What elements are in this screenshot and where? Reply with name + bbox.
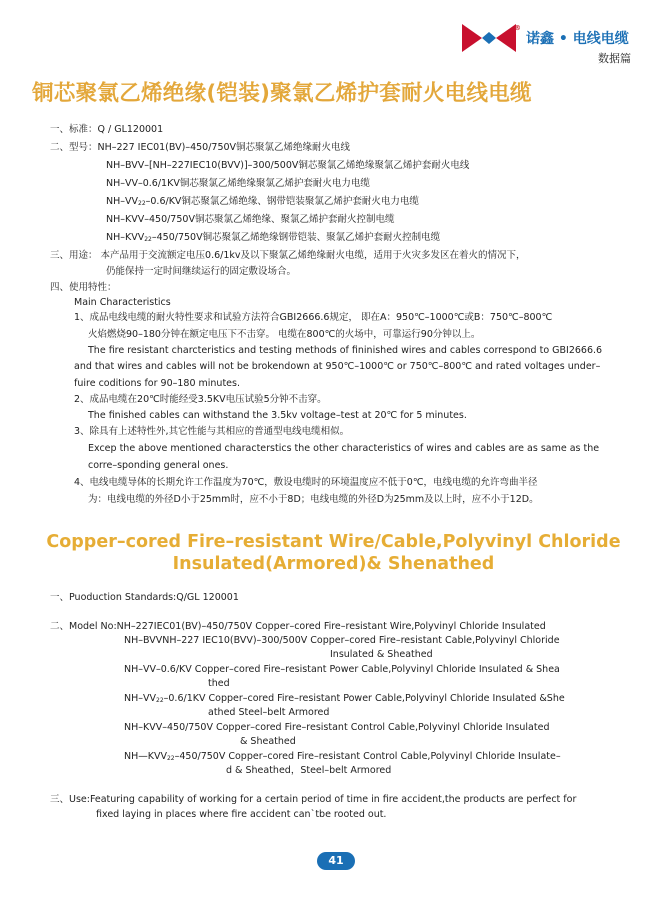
zh-characteristics-heading: 四、使用特性：	[50, 282, 117, 293]
en-model-line: NH–VV–0.6/KV Copper–cored Fire–resistant Power Cable,Polyvinyl Chloride Insulated & Shea	[124, 664, 560, 675]
main-characteristics-heading: Main Characteristics	[74, 297, 171, 308]
en-model-line: thed	[208, 678, 230, 689]
en-use-line: fixed laying in places where fire accident can`tbe rooted out.	[96, 809, 387, 820]
en-model-line: NH–BVVNH–227 IEC10(BVV)–300/500V Copper–cored Fire–resistant Cable,Polyvinyl Chloride	[124, 635, 560, 646]
characteristic-line: 火焰燃烧90–180分钟在额定电压下不击穿。 电缆在800℃的火场中，可靠运行90分钟以上。	[88, 329, 481, 340]
en-model-line: NH–KVV–450/750V Copper–cored Fire–resistant Control Cable,Polyvinyl Chloride Insulated	[124, 722, 550, 733]
characteristic-line: 3、除具有上述特性外,其它性能与其相应的普通型电线电缆相似。	[74, 426, 350, 437]
zh-model-line: $NH-VV_{22}-0.6/KV$铜芯聚氯乙烯绝缘、钢带铠装聚氯乙烯护套耐火电力电缆	[106, 196, 419, 207]
zh-model-line: NH–BVV–[NH–227IEC10(BVV)]–300/500V铜芯聚氯乙烯绝缘聚氯乙烯护套耐火电线	[106, 160, 470, 171]
en-model-line: Insulated & Sheathed	[330, 649, 433, 660]
zh-model-line: NH–VV–0.6/1KV铜芯聚氯乙烯绝缘聚氯乙烯护套耐火电力电缆	[106, 178, 370, 189]
zh-model-line: 二、型号：NH–227 IEC01(BV)–450/750V铜芯聚氯乙烯绝缘耐火电线	[50, 142, 351, 153]
characteristic-line: and that wires and cables will not be brokendown at 950℃–1000℃ or 750℃–800℃ and rated voltages under–	[74, 361, 601, 372]
zh-use-line: 仍能保持一定时间继续运行的固定敷设场合。	[106, 266, 297, 277]
characteristic-line: The fire resistant charcteristics and testing methods of fininished wires and cables correspond to GBI2666.6	[88, 345, 603, 356]
en-standard: 一、Puoduction Standards:Q/GL 120001	[50, 592, 239, 603]
characteristic-line: 为：电线电缆的外径D小于25mm时，应不小于8D；电线电缆的外径D为25mm及以上时，应不小于12D。	[88, 494, 539, 505]
registered-mark-icon: ®	[514, 24, 521, 32]
characteristic-line: 4、电线电缆导体的长期允许工作温度为70℃，敷设电缆时的环境温度应不低于0℃，电线电缆的允许弯曲半径	[74, 477, 538, 488]
characteristic-line: 2、成品电缆在20℃时能经受3.5KV电压试验5分钟不击穿。	[74, 394, 327, 405]
zh-standard: 一、标准：Q / GL120001	[50, 124, 164, 135]
characteristic-line: fuire coditions for 90–180 minutes.	[74, 378, 240, 389]
brand-name	[514, 24, 629, 48]
page-number: 41	[317, 852, 355, 870]
en-model-line: 二、Model No:NH–227IEC01(BV)–450/750V Copper–cored Fire–resistant Wire,Polyvinyl Chloride Insulated	[50, 621, 546, 632]
en-use-line: 三、Use:Featuring capability of working for a certain period of time in fire accident,the products are perfect for	[50, 794, 577, 805]
characteristic-line: corre–sponding general ones.	[88, 460, 229, 471]
en-model-line: $NH-VV_{22}-0.6/1KV$ Copper–cored Fire–resistant Power Cable,Polyvinyl Chloride Insulated &She	[124, 693, 565, 704]
zh-model-line: $NH-KVV_{22}-450/750V$铜芯聚氯乙烯绝缘钢带铠装、聚氯乙烯护套耐火控制电缆	[106, 232, 441, 243]
english-title-line: Copper–cored Fire–resistant Wire/Cable,Polyvinyl Chloride	[46, 532, 621, 552]
en-model-line: athed Steel–belt Armored	[208, 707, 330, 718]
section-label: 数据篇	[598, 52, 631, 65]
en-model-line: d & Sheathed，Steel–belt Armored	[226, 765, 392, 776]
en-model-line: & Sheathed	[240, 736, 296, 747]
zh-model-line: NH–KVV–450/750V铜芯聚氯乙烯绝缘、聚氯乙烯护套耐火控制电缆	[106, 214, 395, 225]
brand-text: 诺鑫 • 电线电缆	[526, 31, 629, 47]
brand-logo-icon	[460, 20, 518, 56]
chinese-title: 铜芯聚氯乙烯绝缘(铠装)聚氯乙烯护套耐火电线电缆	[32, 81, 532, 106]
en-model-line: $NH—KVV_{22}-450/750V$ Copper–cored Fire–resistant Control Cable,Polyvinyl Chloride Insulate–	[124, 751, 561, 762]
characteristic-line: 1、成品电线电缆的耐火特性要求和试验方法符合GBI2666.6规定， 即在A：950℃–1000℃或B：750℃–800℃	[74, 312, 553, 323]
english-title-line: Insulated(Armored)& Shenathed	[172, 554, 495, 574]
characteristic-line: Excep the above mentioned characterstics the other characteristics of wires and cables are as same as the	[88, 443, 600, 454]
characteristic-line: The finished cables can withstand the 3.5kv voltage–test at 20℃ for 5 minutes.	[88, 410, 467, 421]
zh-use-line: 三、用途： 本产品用于交流额定电压0.6/1kv及以下聚氯乙烯绝缘耐火电缆，适用于火灾多发区在着火的情况下，	[50, 250, 526, 261]
